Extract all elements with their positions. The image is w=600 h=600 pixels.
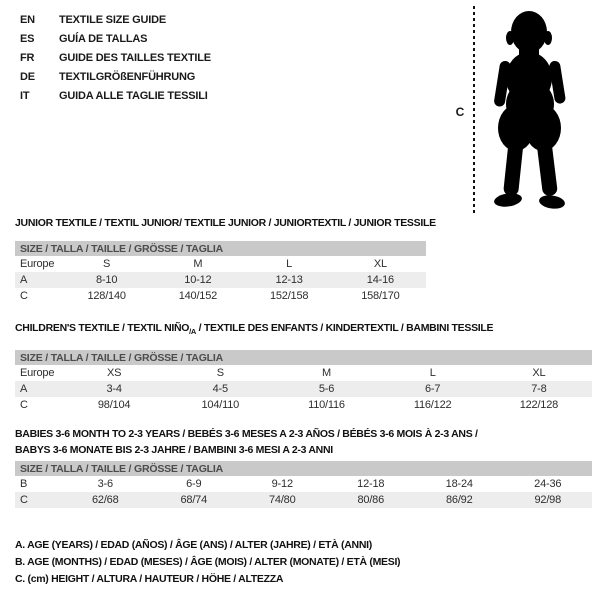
junior-section-title: JUNIOR TEXTILE / TEXTIL JUNIOR/ TEXTILE JUNIOR / JUNIORTEXTIL / JUNIOR TESSILE: [15, 217, 436, 229]
table-row: [15, 288, 426, 304]
cell-value: 12-13: [275, 274, 303, 286]
children-title-subscript: /A: [189, 327, 197, 337]
row-label: Europe: [20, 367, 55, 380]
lang-title: GUÍA DE TALLAS: [59, 33, 148, 45]
cell-value: 14-16: [366, 274, 394, 286]
babies-size-table: [15, 461, 592, 508]
cell-value: 12-18: [357, 478, 385, 490]
table-row: [15, 272, 426, 288]
cell-value: 140/152: [178, 290, 218, 302]
lang-row-it: [20, 87, 211, 106]
children-section-title: [15, 322, 592, 338]
cell-value: XL: [532, 367, 546, 380]
height-measure-dashed-line: [473, 6, 475, 214]
cell-value: 10-12: [184, 274, 212, 286]
cell-value: 6-7: [425, 383, 441, 396]
lang-row-es: [20, 30, 211, 49]
cell-value: 9-12: [271, 478, 293, 490]
cell-value: 74/80: [268, 494, 296, 506]
cell-value: 122/128: [519, 399, 559, 412]
row-label: A: [20, 383, 28, 396]
lang-code: IT: [20, 90, 30, 102]
size-header-label: SIZE / TALLA / TAILLE / GRÖSSE / TAGLIA: [15, 241, 426, 256]
cell-value: 18-24: [445, 478, 473, 490]
cell-value: 4-5: [212, 383, 228, 396]
lang-code: FR: [20, 52, 35, 64]
cell-value: 62/68: [91, 494, 119, 506]
cell-value: S: [103, 258, 111, 270]
cell-value: 158/170: [361, 290, 400, 302]
babies-section-title-line1: BABIES 3-6 MONTH TO 2-3 YEARS / BEBÉS 3-6 MESES A 2-3 AÑOS / BÉBÉS 3-6 MOIS À 2-3 ANS /: [15, 428, 478, 440]
row-label: Europe: [20, 258, 55, 270]
cell-value: 104/110: [201, 399, 240, 412]
cell-value: M: [193, 258, 203, 270]
row-label: C: [20, 494, 28, 506]
row-label: C: [20, 399, 28, 412]
cell-value: 98/104: [97, 399, 131, 412]
table-row: [15, 365, 592, 381]
note-b: B. AGE (MONTHS) / EDAD (MESES) / ÂGE (MOIS) / ALTER (MONATE) / ETÀ (MESI): [15, 556, 401, 568]
cell-value: 128/140: [87, 290, 126, 302]
table-row: [15, 492, 592, 508]
cell-value: 8-10: [96, 274, 118, 286]
size-header-row: [15, 350, 592, 365]
height-measure-label: C: [455, 105, 465, 119]
cell-value: 110/116: [308, 399, 345, 412]
lang-row-fr: [20, 49, 211, 68]
lang-title: GUIDE DES TAILLES TEXTILE: [59, 52, 211, 64]
lang-title: GUIDA ALLE TAGLIE TESSILI: [59, 90, 208, 102]
cell-value: XL: [373, 258, 387, 270]
cell-value: 152/158: [269, 290, 309, 302]
cell-value: 116/122: [413, 399, 452, 412]
lang-title: TEXTILGRÖßENFÜHRUNG: [59, 71, 196, 83]
cell-value: 3-4: [106, 383, 122, 396]
cell-value: 80/86: [357, 494, 385, 506]
children-size-table: [15, 350, 592, 413]
cell-value: L: [429, 367, 436, 380]
language-title-block: [20, 11, 211, 106]
cell-value: 68/74: [180, 494, 208, 506]
lang-row-de: [20, 68, 211, 87]
cell-value: 86/92: [445, 494, 473, 506]
table-row: [15, 381, 592, 397]
lang-code: EN: [20, 14, 35, 26]
cell-value: L: [286, 258, 293, 270]
legend-notes: [15, 537, 400, 588]
cell-value: 3-6: [97, 478, 113, 490]
row-label: C: [20, 290, 28, 302]
children-title-suffix: / TEXTILE DES ENFANTS / KINDERTEXTIL / BAMBINI TESSILE: [196, 322, 494, 334]
table-row: [15, 256, 426, 272]
junior-section: [15, 217, 436, 304]
toddler-silhouette-icon: [479, 6, 583, 214]
row-label: B: [20, 478, 28, 490]
children-section: [15, 322, 592, 413]
note-c: C. (cm) HEIGHT / ALTURA / HAUTEUR / HÖHE / ALTEZZA: [15, 573, 284, 585]
babies-section-title-line2: BABYS 3-6 MONATE BIS 2-3 JAHRE / BAMBINI 3-6 MESI A 2-3 ANNI: [15, 444, 333, 456]
cell-value: 24-36: [534, 478, 562, 490]
children-title-prefix: CHILDREN'S TEXTILE / TEXTIL NIÑO: [15, 322, 190, 334]
note-a: A. AGE (YEARS) / EDAD (AÑOS) / ÂGE (ANS) / ALTER (JAHRE) / ETÀ (ANNI): [15, 539, 372, 551]
size-header-label: SIZE / TALLA / TAILLE / GRÖSSE / TAGLIA: [15, 461, 592, 476]
lang-title: TEXTILE SIZE GUIDE: [59, 14, 167, 26]
size-header-row: [15, 461, 592, 476]
size-header-label: SIZE / TALLA / TAILLE / GRÖSSE / TAGLIA: [15, 350, 592, 365]
cell-value: XS: [106, 367, 122, 380]
lang-row-en: [20, 11, 211, 30]
babies-section: [15, 426, 592, 508]
cell-value: 7-8: [531, 383, 547, 396]
size-header-row: [15, 241, 426, 256]
lang-code: ES: [20, 33, 35, 45]
cell-value: M: [321, 367, 331, 380]
cell-value: 5-6: [318, 383, 335, 396]
cell-value: S: [216, 367, 224, 380]
lang-code: DE: [20, 71, 35, 83]
cell-value: 92/98: [534, 494, 562, 506]
table-row: [15, 476, 592, 492]
row-label: A: [20, 274, 28, 286]
junior-size-table: [15, 241, 426, 304]
table-row: [15, 397, 592, 413]
cell-value: 6-9: [186, 478, 202, 490]
